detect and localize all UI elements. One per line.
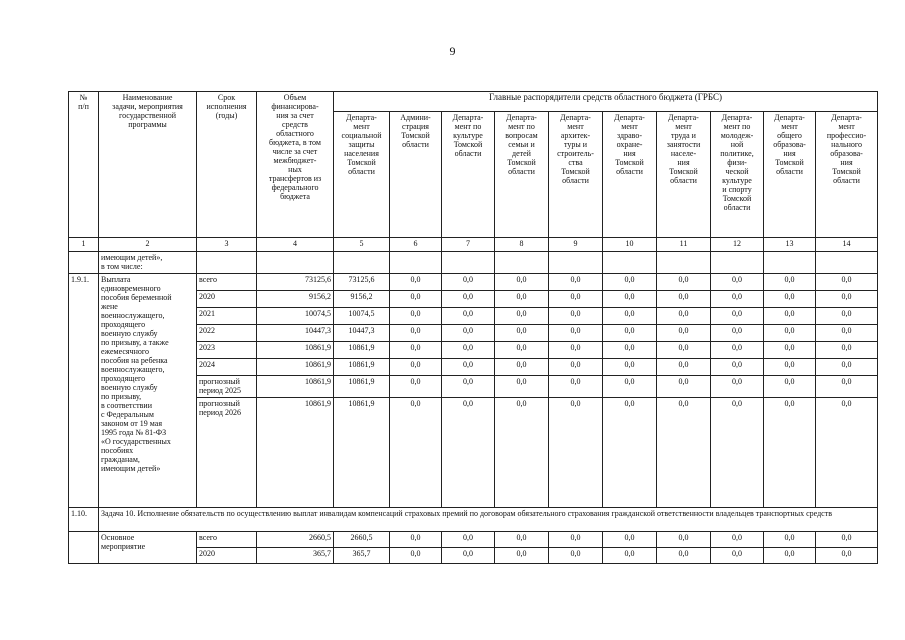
volume-cell: 2660,5 (257, 532, 334, 548)
table-cell (334, 252, 390, 274)
value-cell: 0,0 (603, 342, 657, 359)
column-number: 4 (257, 238, 334, 252)
volume-cell: 10861,9 (257, 376, 334, 398)
value-cell: 0,0 (764, 291, 816, 308)
header-grbs: Админи- страция Томской области (390, 112, 442, 238)
table-cell (657, 252, 711, 274)
term-cell: прогнозный период 2025 (197, 376, 257, 398)
value-cell: 0,0 (711, 532, 764, 548)
column-numbers-row (69, 238, 878, 252)
column-number: 8 (495, 238, 549, 252)
value-cell: 10861,9 (334, 342, 390, 359)
volume-cell: 73125,6 (257, 274, 334, 291)
value-cell: 0,0 (603, 274, 657, 291)
value-cell: 0,0 (442, 398, 495, 508)
column-number: 9 (549, 238, 603, 252)
column-number: 14 (816, 238, 878, 252)
value-cell: 9156,2 (334, 291, 390, 308)
value-cell: 0,0 (495, 376, 549, 398)
value-cell: 0,0 (549, 342, 603, 359)
value-cell: 0,0 (657, 359, 711, 376)
value-cell: 0,0 (495, 325, 549, 342)
value-cell: 0,0 (495, 548, 549, 564)
value-cell: 0,0 (764, 359, 816, 376)
value-cell: 0,0 (764, 342, 816, 359)
term-cell: 2022 (197, 325, 257, 342)
value-cell: 0,0 (390, 532, 442, 548)
value-cell: 0,0 (442, 308, 495, 325)
value-cell: 10861,9 (334, 376, 390, 398)
value-cell: 0,0 (711, 342, 764, 359)
column-number: 12 (711, 238, 764, 252)
table-cell (495, 252, 549, 274)
value-cell: 0,0 (711, 325, 764, 342)
value-cell: 0,0 (390, 342, 442, 359)
continuation-text: имеющим детей», в том числе: (99, 252, 197, 274)
value-cell: 0,0 (495, 342, 549, 359)
header-grbs: Департа- мент по вопросам семьи и детей Томской области (495, 112, 549, 238)
table-cell (764, 252, 816, 274)
value-cell: 0,0 (549, 532, 603, 548)
value-cell: 0,0 (495, 274, 549, 291)
value-cell: 0,0 (442, 359, 495, 376)
table-cell (69, 532, 99, 564)
term-cell: 2021 (197, 308, 257, 325)
volume-cell: 9156,2 (257, 291, 334, 308)
task-number: 1.10. (69, 508, 99, 532)
value-cell: 0,0 (390, 376, 442, 398)
value-cell: 0,0 (764, 398, 816, 508)
header-grbs: Департа- мент по молодеж- ной политике, физи- ческой культуре и спорту Томской области (711, 112, 764, 238)
budget-table (68, 91, 878, 564)
page-number: 9 (449, 44, 456, 58)
value-cell: 0,0 (603, 325, 657, 342)
table-cell (603, 252, 657, 274)
term-cell: 2020 (197, 291, 257, 308)
value-cell: 0,0 (603, 308, 657, 325)
value-cell: 2660,5 (334, 532, 390, 548)
value-cell: 10861,9 (334, 359, 390, 376)
value-cell: 10074,5 (334, 308, 390, 325)
term-cell: 2023 (197, 342, 257, 359)
value-cell: 0,0 (390, 548, 442, 564)
task-row (69, 508, 878, 532)
value-cell: 0,0 (549, 325, 603, 342)
value-cell: 10447,3 (334, 325, 390, 342)
column-number: 2 (99, 238, 197, 252)
table-cell (390, 252, 442, 274)
value-cell: 0,0 (657, 308, 711, 325)
value-cell: 0,0 (657, 398, 711, 508)
continuation-row (69, 252, 878, 274)
table-row (69, 274, 878, 291)
item-number: 1.9.1. (69, 274, 99, 508)
header-grbs-title: Главные распорядители средств областного бюджета (ГРБС) (334, 92, 878, 112)
value-cell: 0,0 (390, 291, 442, 308)
header-term: Срок исполнения (годы) (197, 92, 257, 238)
volume-cell: 10074,5 (257, 308, 334, 325)
header-grbs: Департа- мент труда и занятости населе- ния Томской области (657, 112, 711, 238)
value-cell: 73125,6 (334, 274, 390, 291)
header-volume: Объем финансирова- ния за счет средств областного бюджета, в том числе за счет межбюджет- ных трансфертов из федерального бюджета (257, 92, 334, 238)
value-cell: 0,0 (442, 376, 495, 398)
value-cell: 0,0 (657, 548, 711, 564)
column-number: 10 (603, 238, 657, 252)
value-cell: 0,0 (549, 359, 603, 376)
term-cell: прогнозный период 2026 (197, 398, 257, 508)
value-cell: 0,0 (816, 398, 878, 508)
volume-cell: 10861,9 (257, 359, 334, 376)
value-cell: 0,0 (657, 532, 711, 548)
term-cell: всего (197, 532, 257, 548)
volume-cell: 10447,3 (257, 325, 334, 342)
value-cell: 0,0 (390, 274, 442, 291)
value-cell: 0,0 (495, 532, 549, 548)
value-cell: 0,0 (442, 325, 495, 342)
table-cell (197, 252, 257, 274)
value-cell: 0,0 (549, 548, 603, 564)
term-cell: 2020 (197, 548, 257, 564)
term-cell: всего (197, 274, 257, 291)
value-cell: 0,0 (764, 325, 816, 342)
value-cell: 0,0 (711, 548, 764, 564)
header-grbs: Департа- мент общего образова- ния Томской области (764, 112, 816, 238)
value-cell: 0,0 (549, 308, 603, 325)
value-cell: 0,0 (657, 274, 711, 291)
volume-cell: 10861,9 (257, 398, 334, 508)
table-cell (549, 252, 603, 274)
header-grbs: Департа- мент архитек- туры и строитель- ства Томской области (549, 112, 603, 238)
value-cell: 0,0 (442, 342, 495, 359)
value-cell: 0,0 (657, 376, 711, 398)
table-cell (816, 252, 878, 274)
main-event-name: Основное мероприятие (99, 532, 197, 564)
header-grbs: Департа- мент социальной защиты населения Томской области (334, 112, 390, 238)
value-cell: 0,0 (495, 398, 549, 508)
value-cell: 0,0 (390, 325, 442, 342)
term-cell: 2024 (197, 359, 257, 376)
column-number: 7 (442, 238, 495, 252)
table-cell (442, 252, 495, 274)
value-cell: 0,0 (390, 359, 442, 376)
value-cell: 0,0 (442, 532, 495, 548)
value-cell: 0,0 (816, 548, 878, 564)
value-cell: 0,0 (764, 548, 816, 564)
value-cell: 0,0 (657, 342, 711, 359)
table-cell (257, 252, 334, 274)
value-cell: 0,0 (603, 359, 657, 376)
volume-cell: 365,7 (257, 548, 334, 564)
value-cell: 0,0 (711, 359, 764, 376)
value-cell: 0,0 (711, 274, 764, 291)
table-body (69, 92, 878, 564)
value-cell: 0,0 (549, 274, 603, 291)
value-cell: 0,0 (816, 376, 878, 398)
value-cell: 0,0 (816, 291, 878, 308)
value-cell: 0,0 (816, 532, 878, 548)
table-row (69, 532, 878, 548)
column-number: 5 (334, 238, 390, 252)
value-cell: 0,0 (764, 532, 816, 548)
header-grbs: Департа- мент профессио- нального образова- ния Томской области (816, 112, 878, 238)
value-cell: 365,7 (334, 548, 390, 564)
header-grbs: Департа- мент по культуре Томской области (442, 112, 495, 238)
column-number: 6 (390, 238, 442, 252)
header-grbs: Департа- мент здраво- охране- ния Томской области (603, 112, 657, 238)
value-cell: 0,0 (549, 291, 603, 308)
value-cell: 0,0 (764, 274, 816, 291)
value-cell: 0,0 (442, 274, 495, 291)
value-cell: 0,0 (816, 274, 878, 291)
value-cell: 0,0 (711, 376, 764, 398)
header-name: Наименование задачи, мероприятия государственной программы (99, 92, 197, 238)
header-num: № п/п (69, 92, 99, 238)
value-cell: 0,0 (816, 359, 878, 376)
column-number: 13 (764, 238, 816, 252)
value-cell: 0,0 (495, 359, 549, 376)
value-cell: 0,0 (711, 291, 764, 308)
task-text: Задача 10. Исполнение обязательств по осуществлению выплат инвалидам компенсаций страховых премий по договорам обязательного страхования гражданской ответственности владельцев транспортных средств (99, 508, 878, 532)
table-cell (711, 252, 764, 274)
column-number: 11 (657, 238, 711, 252)
value-cell: 0,0 (390, 308, 442, 325)
value-cell: 0,0 (816, 325, 878, 342)
value-cell: 0,0 (603, 398, 657, 508)
value-cell: 0,0 (657, 325, 711, 342)
value-cell: 0,0 (657, 291, 711, 308)
value-cell: 0,0 (711, 398, 764, 508)
value-cell: 0,0 (442, 291, 495, 308)
value-cell: 0,0 (390, 398, 442, 508)
item-name: Выплата единовременного пособия беременной жене военнослужащего, проходящего военную службу по призыву, а также ежемесячного пособия на ребенка военнослужащего, проходящего военную службу по призыву, в соответствии с Федеральным законом от 19 мая 1995 года № 81-ФЗ «О государственных пособиях гражданам, имеющим детей» (99, 274, 197, 508)
value-cell: 0,0 (816, 308, 878, 325)
value-cell: 0,0 (603, 548, 657, 564)
value-cell: 0,0 (603, 376, 657, 398)
volume-cell: 10861,9 (257, 342, 334, 359)
value-cell: 0,0 (442, 548, 495, 564)
value-cell: 0,0 (495, 291, 549, 308)
column-number: 1 (69, 238, 99, 252)
header-row (69, 92, 878, 112)
value-cell: 0,0 (764, 308, 816, 325)
value-cell: 0,0 (711, 308, 764, 325)
value-cell: 0,0 (549, 398, 603, 508)
value-cell: 0,0 (603, 291, 657, 308)
value-cell: 10861,9 (334, 398, 390, 508)
value-cell: 0,0 (816, 342, 878, 359)
value-cell: 0,0 (603, 532, 657, 548)
value-cell: 0,0 (495, 308, 549, 325)
column-number: 3 (197, 238, 257, 252)
table-cell (69, 252, 99, 274)
value-cell: 0,0 (764, 376, 816, 398)
value-cell: 0,0 (549, 376, 603, 398)
